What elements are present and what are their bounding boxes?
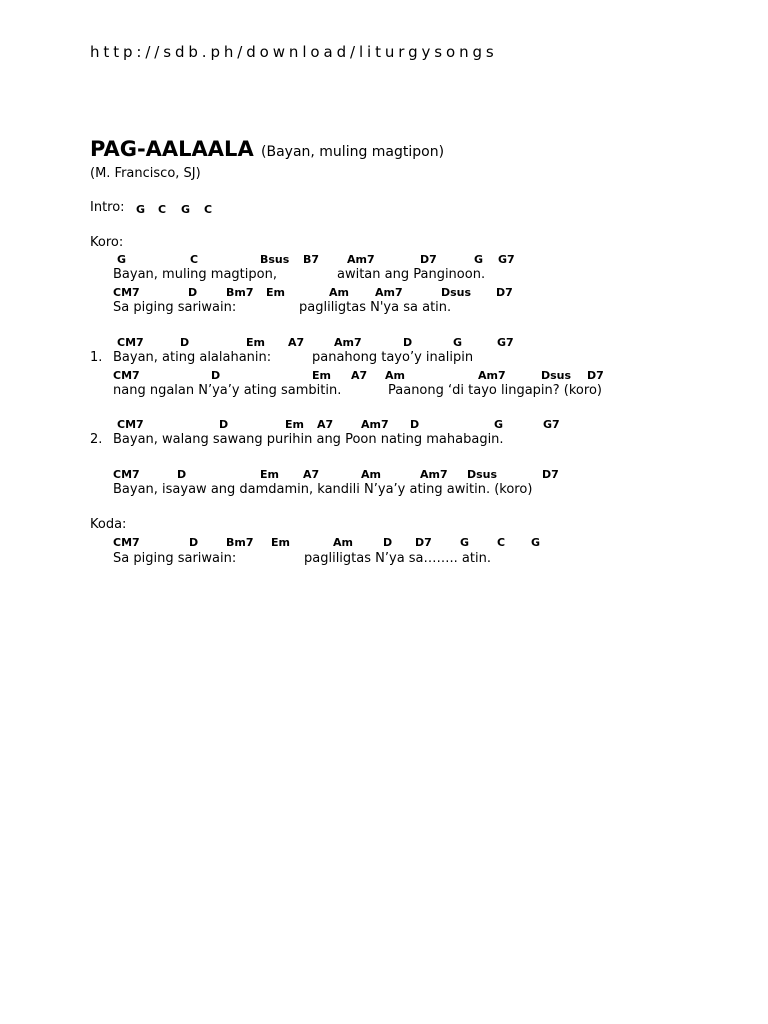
chord: Bm7 [226,286,254,299]
chord: Em [246,336,265,349]
chord: G [181,203,191,216]
chord: D [410,418,420,431]
lyric-line: Bayan, ating alalahanin: [113,350,272,365]
chord: D [403,336,413,349]
chord: Em [271,536,290,549]
chord: CM7 [117,418,144,431]
chord: CM7 [117,336,144,349]
lyric-line: pagliligtas N’ya sa…….. atin. [304,551,491,566]
chord: A7 [303,468,320,481]
chord: C [497,536,506,549]
chord: Em [285,418,304,431]
chord: Em [266,286,285,299]
lyric-line: Sa piging sariwain: [113,300,237,315]
lyric-line: Paanong ‘di tayo lingapin? (koro) [388,383,602,398]
chord: CM7 [113,468,140,481]
chord: G7 [498,253,515,266]
chord: A7 [288,336,305,349]
lyric-line: panahong tayo’y inalipin [312,350,474,365]
composer: (M. Francisco, SJ) [90,166,201,181]
chord: D [189,536,199,549]
chord: A7 [317,418,334,431]
lyric-line: pagliligtas N'ya sa atin. [299,300,452,315]
chord: G [453,336,463,349]
chord: Am [361,468,381,481]
chord: Am7 [347,253,375,266]
chord: D7 [415,536,432,549]
chord: G [494,418,504,431]
lyric-line: Sa piging sariwain: [113,551,237,566]
chord: Bm7 [226,536,254,549]
chord: D7 [587,369,604,382]
chord: Am7 [478,369,506,382]
intro-label: Intro: [90,200,125,215]
lyric-line: Bayan, walang sawang purihin ang Poon nating mahabagin. [113,432,504,447]
chord: D [188,286,198,299]
chord: Bsus [260,253,290,266]
chord: Am [333,536,353,549]
koro-label: Koro: [90,235,124,250]
chord: D7 [542,468,559,481]
chord: Am [385,369,405,382]
song-title [90,137,444,161]
chord: D7 [496,286,513,299]
chord: G7 [497,336,514,349]
chord: G [474,253,484,266]
chord: G [136,203,146,216]
chord: G [460,536,470,549]
chord: CM7 [113,536,140,549]
chord: G [117,253,127,266]
song-subtitle: (Bayan, muling magtipon) [261,144,445,160]
chord: D [211,369,221,382]
verse-number: 1. [90,350,103,365]
lyric-line: Bayan, muling magtipon, [113,267,277,282]
chord: Em [312,369,331,382]
chord: D [383,536,393,549]
chord: D [219,418,229,431]
chord: A7 [351,369,368,382]
source-url: http://sdb.ph/download/liturgysongs [90,43,498,61]
chord: G [531,536,541,549]
lyric-line: Bayan, isayaw ang damdamin, kandili N’ya’y ating awitin. (koro) [113,482,533,497]
chord: CM7 [113,286,140,299]
chord: Am7 [361,418,389,431]
chord: D7 [420,253,437,266]
chord: C [158,203,167,216]
chord: Dsus [467,468,498,481]
chord: Em [260,468,279,481]
chord: Dsus [541,369,572,382]
chord: G7 [543,418,560,431]
chord: D [180,336,190,349]
lyric-line: nang ngalan N’ya’y ating sambitin. [113,383,342,398]
chord: D [177,468,187,481]
chord: Dsus [441,286,472,299]
chord: Am [329,286,349,299]
chord: Am7 [375,286,403,299]
chord: C [204,203,213,216]
chord: Am7 [420,468,448,481]
lyric-line: awitan ang Panginoon. [337,267,486,282]
verse-number: 2. [90,432,103,447]
chord: C [190,253,199,266]
song-title-text: PAG-AALAALA [90,137,254,161]
koda-label: Koda: [90,517,127,532]
chord: B7 [303,253,320,266]
chord: Am7 [334,336,362,349]
chord: CM7 [113,369,140,382]
